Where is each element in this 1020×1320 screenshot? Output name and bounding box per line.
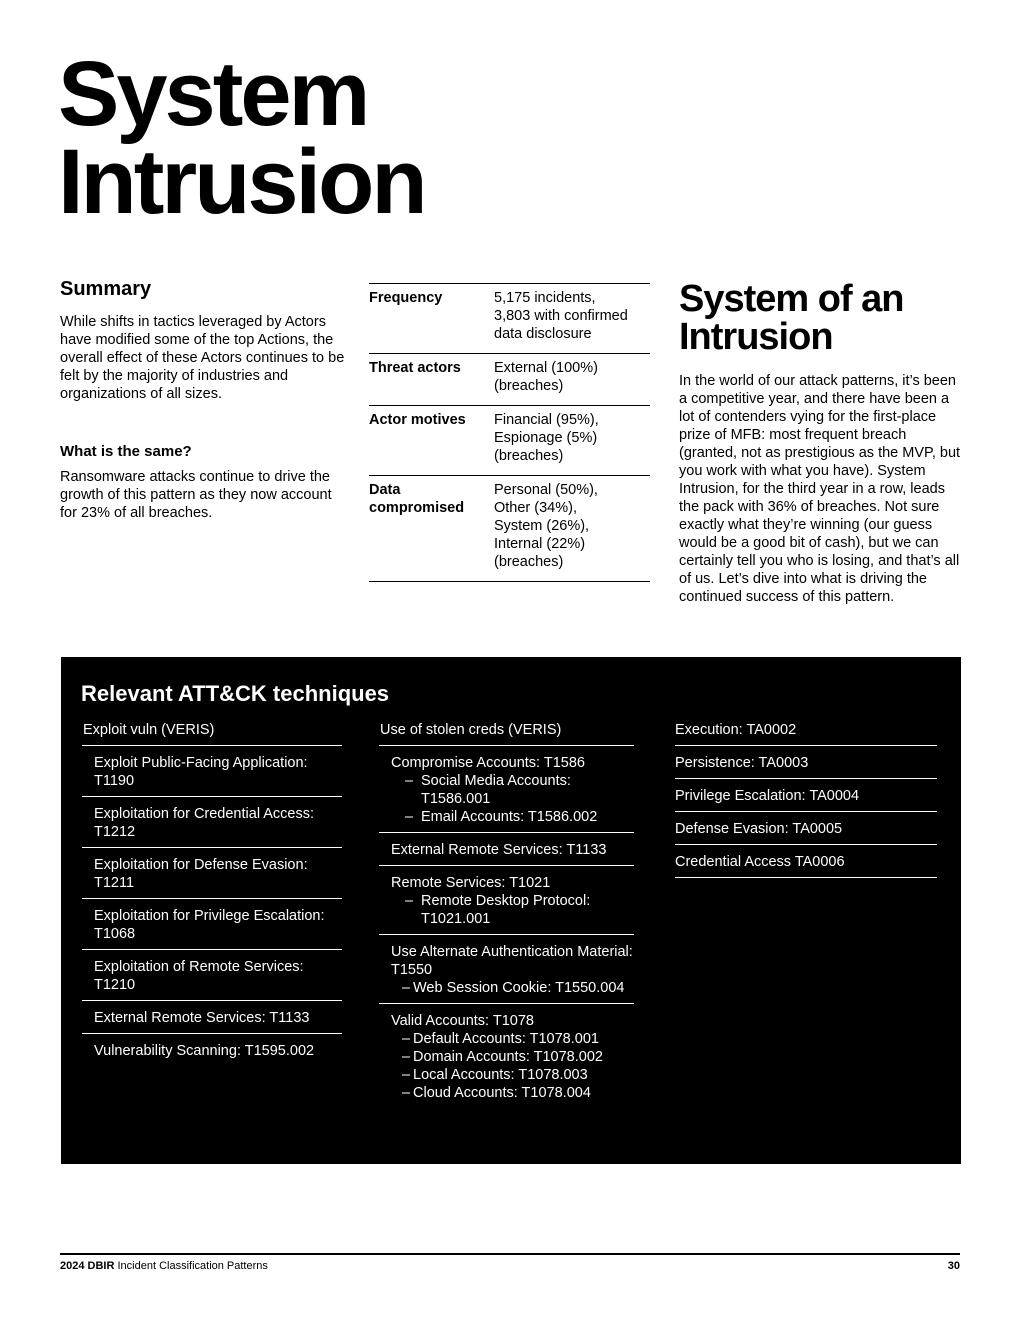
fact-line: (breaches) — [494, 378, 564, 394]
fact-line: Other (34%), — [494, 500, 577, 516]
sub-technique — [391, 808, 634, 826]
sub-technique — [391, 892, 634, 928]
sub-technique — [391, 1030, 634, 1048]
sub-technique-text: Web Session Cookie: T1550.004 — [413, 980, 625, 996]
technique-group — [379, 1004, 634, 1108]
fact-line: (breaches) — [494, 448, 564, 464]
dash: – — [405, 893, 414, 909]
technique-group — [379, 935, 634, 1004]
dash: – — [405, 809, 414, 825]
fact-line: 5,175 incidents, — [494, 290, 596, 306]
technique-title: Use Alternate Authentication Material: T1550 — [391, 944, 633, 978]
fact-line: data disclosure — [494, 326, 592, 342]
fact-value — [494, 358, 650, 395]
fact-line: Internal (22%) — [494, 536, 586, 552]
dash: – — [402, 1067, 411, 1083]
technique-title: External Remote Services: T1133 — [391, 842, 607, 858]
side-article — [679, 280, 964, 606]
fact-line: Espionage (5%) — [494, 430, 598, 446]
sub-technique — [391, 1066, 634, 1084]
tactic-item: Defense Evasion: TA0005 — [675, 812, 937, 845]
fact-label: Frequency — [369, 290, 443, 306]
fact-line: (breaches) — [494, 554, 564, 570]
attack-techniques-panel — [61, 657, 961, 1164]
fact-label: Data compromised — [369, 482, 465, 516]
dash: – — [402, 980, 411, 996]
footer-section: Incident Classification Patterns — [117, 1260, 268, 1272]
side-heading-line-1: System of an — [679, 278, 904, 320]
sub-technique — [391, 1048, 634, 1066]
technique-item: Exploitation of Remote Services: T1210 — [82, 950, 342, 1001]
sub-technique-text: Default Accounts: T1078.001 — [413, 1031, 599, 1047]
fact-value — [494, 480, 650, 571]
dash: – — [402, 1031, 411, 1047]
technique-item: Exploit Public-Facing Application: T1190 — [82, 746, 342, 797]
fact-row-actor-motives — [369, 406, 650, 476]
fact-line: Personal (50%), — [494, 482, 598, 498]
sub-technique — [391, 1084, 634, 1102]
technique-title: Valid Accounts: T1078 — [391, 1013, 534, 1029]
facts-table — [369, 283, 650, 582]
fact-line: System (26%), — [494, 518, 590, 534]
what-is-same-heading: What is the same? — [60, 443, 192, 460]
tactic-item: Execution: TA0002 — [675, 719, 937, 746]
footer-title — [60, 1260, 268, 1272]
page-footer — [60, 1253, 960, 1272]
side-heading-line-2: Intrusion — [679, 316, 833, 358]
attack-column-stolen-creds — [379, 719, 634, 1108]
sub-technique-text: Cloud Accounts: T1078.004 — [413, 1085, 591, 1101]
attack-column-tactics — [675, 719, 937, 878]
technique-group — [379, 833, 634, 866]
page-title-line-2: Intrusion — [58, 131, 425, 233]
technique-item: Exploitation for Privilege Escalation: T1068 — [82, 899, 342, 950]
attack-heading: Relevant ATT&CK techniques — [81, 681, 390, 706]
technique-title: Compromise Accounts: T1586 — [391, 755, 585, 771]
fact-row-data-compromised — [369, 476, 650, 582]
dash: – — [402, 1085, 411, 1101]
tactic-item: Privilege Escalation: TA0004 — [675, 779, 937, 812]
side-text: In the world of our attack patterns, it’s been a competitive year, and there have been a lot of contenders vying for the first-place prize of MFB: most frequent breach (granted, not as prestigious as the MVP, but you work with what you have). System Intrusion, for the third year in a row, leads the pack with 36% of breaches. Not sure exactly what they’re winning (our guess would be a good bit of cash), but we can certainly tell you who is losing, and that’s all of us. Let’s dive into what is driving the continued success of this pattern. — [679, 373, 961, 605]
technique-item: Exploitation for Credential Access: T1212 — [82, 797, 342, 848]
dash: – — [402, 1049, 411, 1065]
what-is-same-text: Ransomware attacks continue to drive the growth of this pattern as they now account for 23% of all breaches. — [60, 469, 332, 521]
fact-value — [494, 410, 650, 465]
fact-label: Actor motives — [369, 412, 466, 428]
technique-group — [379, 866, 634, 935]
tactic-item: Persistence: TA0003 — [675, 746, 937, 779]
technique-title: Remote Services: T1021 — [391, 875, 551, 891]
fact-line: Financial (95%), — [494, 412, 599, 428]
summary-section — [60, 278, 345, 522]
tactic-item: Credential Access TA0006 — [675, 845, 937, 878]
technique-item: Vulnerability Scanning: T1595.002 — [94, 1043, 315, 1059]
fact-row-threat-actors — [369, 354, 650, 406]
sub-technique — [391, 979, 634, 997]
page-title-line-1: System — [58, 43, 368, 145]
fact-line: 3,803 with confirmed — [494, 308, 628, 324]
attack-column-exploit-vuln — [82, 719, 342, 1066]
dash: – — [405, 773, 414, 789]
column-header: Exploit vuln (VERIS) — [82, 719, 342, 746]
summary-text: While shifts in tactics leveraged by Actors have modified some of the top Actions, the overall effect of these Actors continues to be felt by the majority of industries and organizations of all sizes. — [60, 314, 345, 402]
technique-group — [379, 746, 634, 833]
summary-heading: Summary — [60, 278, 152, 300]
technique-item: Exploitation for Defense Evasion: T1211 — [82, 848, 342, 899]
fact-line: External (100%) — [494, 360, 598, 376]
technique-item: External Remote Services: T1133 — [82, 1001, 342, 1034]
sub-technique-text: Domain Accounts: T1078.002 — [413, 1049, 603, 1065]
sub-technique-text: Local Accounts: T1078.003 — [413, 1067, 588, 1083]
fact-label: Threat actors — [369, 360, 461, 376]
fact-value — [494, 288, 650, 343]
sub-technique — [391, 772, 634, 808]
sub-technique-text: Social Media Accounts: T1586.001 — [421, 773, 571, 807]
side-heading — [679, 280, 964, 356]
sub-technique-text: Email Accounts: T1586.002 — [421, 809, 598, 825]
sub-technique-text: Remote Desktop Protocol: T1021.001 — [421, 893, 591, 927]
page-number: 30 — [947, 1260, 960, 1272]
page-title — [58, 43, 425, 233]
footer-brand: 2024 DBIR — [60, 1260, 115, 1272]
column-header: Use of stolen creds (VERIS) — [379, 719, 634, 746]
fact-row-frequency — [369, 284, 650, 354]
